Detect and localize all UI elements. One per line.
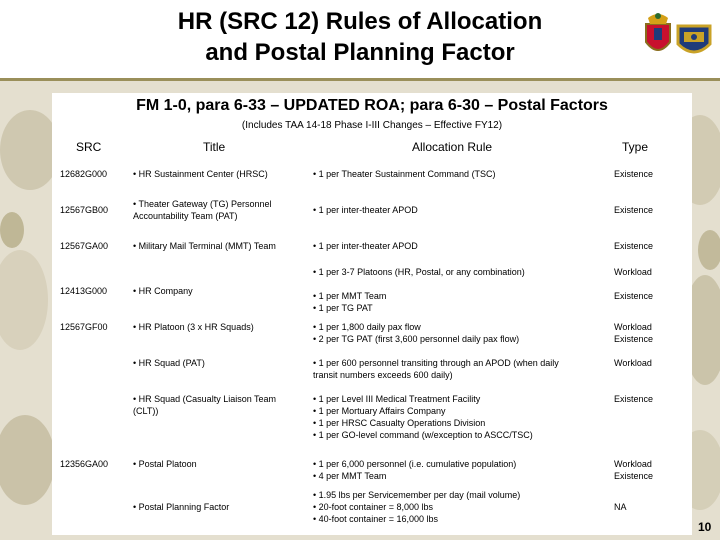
header-title: Title xyxy=(203,140,226,154)
slide-title xyxy=(100,6,620,68)
row-8-rule-line: • 1 per Mortuary Affairs Company xyxy=(313,406,446,416)
row-1-rule-line: • 1 per Theater Sustainment Command (TSC) xyxy=(313,169,496,179)
row-8-type xyxy=(614,393,653,405)
row-10-rule-line: • 40-foot container = 16,000 lbs xyxy=(313,514,438,524)
row-9-src xyxy=(60,458,108,470)
row-5-title-line: • HR Company xyxy=(133,286,193,296)
row-7-rule-line: • 1 per 600 personnel transiting through an APOD (when daily xyxy=(313,358,559,368)
row-1-src-line: 12682G000 xyxy=(60,169,108,179)
row-2-title-line: • Theater Gateway (TG) Personnel xyxy=(133,199,272,209)
row-7-title-line: • HR Squad (PAT) xyxy=(133,358,205,368)
page-number: 10 xyxy=(698,520,712,534)
row-10-rule xyxy=(313,489,520,525)
row-9-rule xyxy=(313,458,516,482)
row-1-title-line: • HR Sustainment Center (HRSC) xyxy=(133,169,268,179)
row-2-src xyxy=(60,204,108,216)
row-5-src xyxy=(60,285,107,297)
row-10-type-line: NA xyxy=(614,502,627,512)
header-divider xyxy=(0,78,720,81)
row-6-src xyxy=(60,321,108,333)
slide-note: (Includes TAA 14-18 Phase I-III Changes – Effective FY12) xyxy=(241,120,503,131)
row-2-title xyxy=(133,198,272,222)
row-3-type xyxy=(614,240,653,252)
row-10-rule-line: • 20-foot container = 8,000 lbs xyxy=(313,502,433,512)
row-5-rule xyxy=(313,290,386,314)
row-4-rule xyxy=(313,266,525,278)
row-2-type xyxy=(614,204,653,216)
row-5-title xyxy=(133,285,193,297)
row-3-rule-line: • 1 per inter-theater APOD xyxy=(313,241,418,251)
row-5-type xyxy=(614,290,653,302)
row-6-type-line: Workload xyxy=(614,322,652,332)
row-5-rule-line: • 1 per MMT Team xyxy=(313,291,387,301)
row-2-title-line: Accountability Team (PAT) xyxy=(133,211,238,221)
row-9-type-line: Existence xyxy=(614,471,654,481)
row-2-rule xyxy=(313,204,418,216)
row-3-src-line: 12567GA00 xyxy=(60,241,109,251)
header-allocation-rule: Allocation Rule xyxy=(412,140,493,154)
row-9-type-line: Workload xyxy=(614,459,652,469)
row-7-rule-line: transit numbers exceeds 600 daily) xyxy=(313,370,453,380)
row-1-type xyxy=(614,168,653,180)
row-6-src-line: 12567GF00 xyxy=(60,322,108,332)
row-5-rule-line: • 1 per TG PAT xyxy=(313,303,373,313)
row-10-rule-line: • 1.95 lbs per Servicemember per day (mail volume) xyxy=(313,490,521,500)
row-1-rule xyxy=(313,168,496,180)
row-2-type-line: Existence xyxy=(614,205,654,215)
row-8-title xyxy=(133,393,276,417)
row-6-type xyxy=(614,321,653,345)
header-type: Type xyxy=(622,140,649,154)
row-4-rule-line: • 1 per 3-7 Platoons (HR, Postal, or any combination) xyxy=(313,267,525,277)
row-6-type-line: Existence xyxy=(614,334,654,344)
row-8-rule-line: • 1 per GO-level command (w/exception to ASCC/TSC) xyxy=(313,430,533,440)
row-9-rule-line: • 4 per MMT Team xyxy=(313,471,387,481)
row-3-title-line: • Military Mail Terminal (MMT) Team xyxy=(133,241,276,251)
row-4-type-line: Workload xyxy=(614,267,652,277)
row-4-type xyxy=(614,266,652,278)
row-7-type-line: Workload xyxy=(614,358,652,368)
row-10-title-line: • Postal Planning Factor xyxy=(133,502,230,512)
row-8-title-line: (CLT)) xyxy=(133,406,159,416)
header-src: SRC xyxy=(76,140,102,154)
row-6-rule xyxy=(313,321,519,345)
row-3-rule xyxy=(313,240,418,252)
row-1-title xyxy=(133,168,268,180)
row-2-rule-line: • 1 per inter-theater APOD xyxy=(313,205,418,215)
slide-title-line-1: HR (SRC 12) Rules of Allocation xyxy=(177,8,543,35)
row-5-src-line: 12413G000 xyxy=(60,286,108,296)
row-5-type-line: Existence xyxy=(614,291,654,301)
row-7-title xyxy=(133,357,205,369)
regimental-crest-icon xyxy=(640,10,676,60)
row-7-type xyxy=(614,357,652,369)
row-9-src-line: 12356GA00 xyxy=(60,459,109,469)
row-6-title-line: • HR Platoon (3 x HR Squads) xyxy=(133,322,254,332)
slide-header xyxy=(0,0,720,78)
row-9-title-line: • Postal Platoon xyxy=(133,459,197,469)
row-8-rule-line: • 1 per Level III Medical Treatment Facility xyxy=(313,394,481,404)
unit-insignia-icon xyxy=(674,20,714,60)
row-6-rule-line: • 1 per 1,800 daily pax flow xyxy=(313,322,421,332)
row-3-type-line: Existence xyxy=(614,241,654,251)
row-9-type xyxy=(614,458,653,482)
row-10-type xyxy=(614,501,627,513)
row-8-type-line: Existence xyxy=(614,394,654,404)
row-6-rule-line: • 2 per TG PAT (first 3,600 personnel daily pax flow) xyxy=(313,334,520,344)
row-10-title xyxy=(133,501,229,513)
row-9-rule-line: • 1 per 6,000 personnel (i.e. cumulative population) xyxy=(313,459,517,469)
row-2-src-line: 12567GB00 xyxy=(60,205,109,215)
row-7-rule xyxy=(313,357,559,381)
row-9-title xyxy=(133,458,197,470)
row-8-title-line: • HR Squad (Casualty Liaison Team xyxy=(133,394,277,404)
row-3-title xyxy=(133,240,276,252)
row-1-src xyxy=(60,168,107,180)
slide-title-line-2: and Postal Planning Factor xyxy=(205,39,515,66)
row-6-title xyxy=(133,321,254,333)
row-1-type-line: Existence xyxy=(614,169,654,179)
row-8-rule xyxy=(313,393,533,441)
row-3-src xyxy=(60,240,108,252)
slide-subtitle: FM 1-0, para 6-33 – UPDATED ROA; para 6-30 – Postal Factors xyxy=(136,97,608,114)
row-8-rule-line: • 1 per HRSC Casualty Operations Division xyxy=(313,418,486,428)
